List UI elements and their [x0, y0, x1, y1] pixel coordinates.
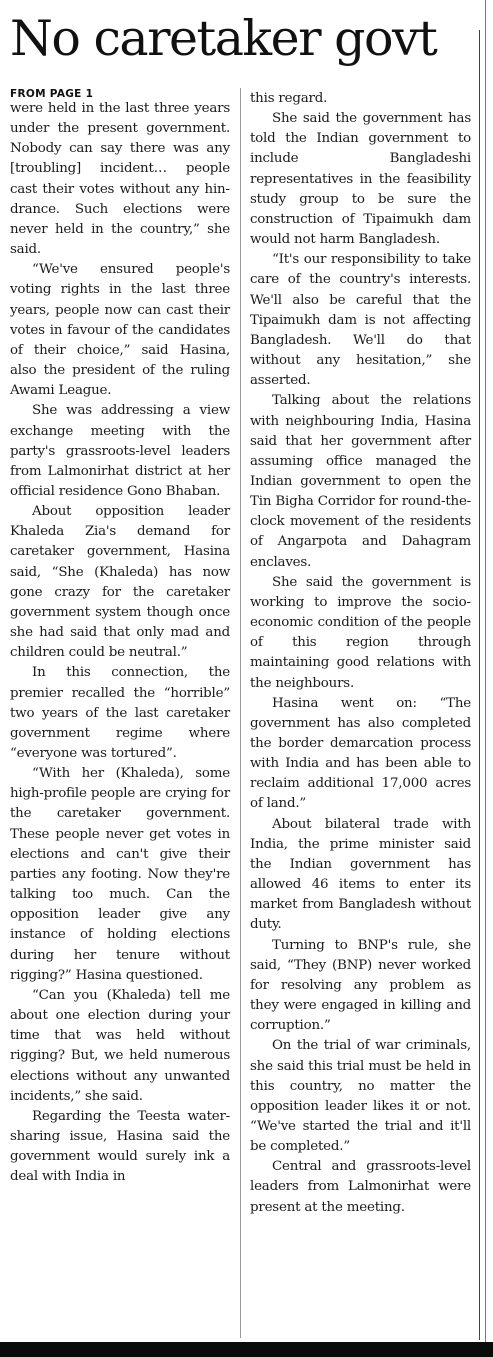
paragraph: She said the government has told the Indian government to include Bangladeshi representatives in the feasibility study group to be sure the construction of Tipaimukh dam would not harm Bangladesh.	[250, 111, 471, 248]
continuation-kicker: FROM PAGE 1	[10, 88, 94, 100]
headline: No caretaker govt	[10, 10, 437, 67]
paragraph: On the trial of war criminals, she said this trial must be held in this country, no matter the opposition leader likes it or not. “We've started the trial and it'll be completed.”	[250, 1038, 471, 1155]
paragraph: She said the government is working to improve the socioeconomic condition of the people of this region through maintaining good relations with the neighbours.	[250, 574, 471, 691]
paragraph: In this connection, the premier recalled the “horrible” two years of the last caretaker government regime where “everyone was tortured”.	[10, 665, 230, 761]
scan-border	[0, 1342, 493, 1357]
article-column-right	[250, 89, 471, 1218]
paragraph: Talking about the relations with neighbouring India, Hasina said that her government after assuming office managed the Indian government to open the Tin Bigha Corridor for round-the-clock movement of the residents of Angarpota and Dahagram enclaves.	[250, 393, 471, 570]
column-divider	[240, 88, 241, 1338]
page-edge-line	[479, 30, 480, 1340]
article-column-left	[10, 99, 230, 1187]
paragraph: were held in the last three years under the present government. Nobody can say there was any [troubling] incident… people cast their votes without any hindrance. Such elections were never held in the country,” she said.	[10, 101, 230, 258]
paragraph: Hasina went on: “The government has also completed the border demarcation process with India and has been able to reclaim additional 17,000 acres of land.”	[250, 695, 471, 812]
paragraph: “Can you (Khaleda) tell me about one election during your time that was held without rigging? But, we held numerous elections without any unwanted incidents,” she said.	[10, 987, 230, 1104]
paragraph: “With her (Khaleda), some high-profile people are crying for the caretaker government. These people never get votes in elections and can't give their parties any footing. Now they're talking too much. Can the opposition leader give any instance of holding elections during her tenure without rigging?” Hasina questioned.	[10, 766, 230, 983]
paragraph: About opposition leader Khaleda Zia's demand for caretaker government, Hasina said, “She (Khaleda) has now gone crazy for the caretaker government system though once she had said that only mad and children could be neutral.”	[10, 504, 230, 661]
paragraph: Central and grassroots-level leaders from Lalmonirhat were present at the meeting.	[250, 1159, 471, 1215]
paragraph: About bilateral trade with India, the prime minister said the Indian government has allowed 46 items to enter its market from Bangladesh without duty.	[250, 816, 471, 933]
paragraph: Turning to BNP's rule, she said, “They (BNP) never worked for resolving any problem as they were engaged in killing and corruption.”	[250, 937, 471, 1034]
paragraph: Regarding the Teesta water-sharing issue, Hasina said the government would surely ink a deal with India in	[10, 1108, 230, 1185]
paragraph: this regard.	[250, 91, 328, 106]
paragraph: “It's our responsibility to take care of the country's interests. We'll also be careful that the Tipaimukh dam is not affecting Bangladesh. We'll do that without any hesitation,” she asserted.	[250, 252, 471, 389]
paragraph: She was addressing a view exchange meeting with the party's grassroots-level leaders from Lalmonirhat district at her official residence Gono Bhaban.	[10, 403, 230, 499]
paragraph: “We've ensured people's voting rights in the last three years, people now can cast their votes in favour of the candidates of their choice,” said Hasina, also the president of the ruling Awami League.	[10, 262, 230, 399]
page-edge-line	[485, 0, 486, 1357]
